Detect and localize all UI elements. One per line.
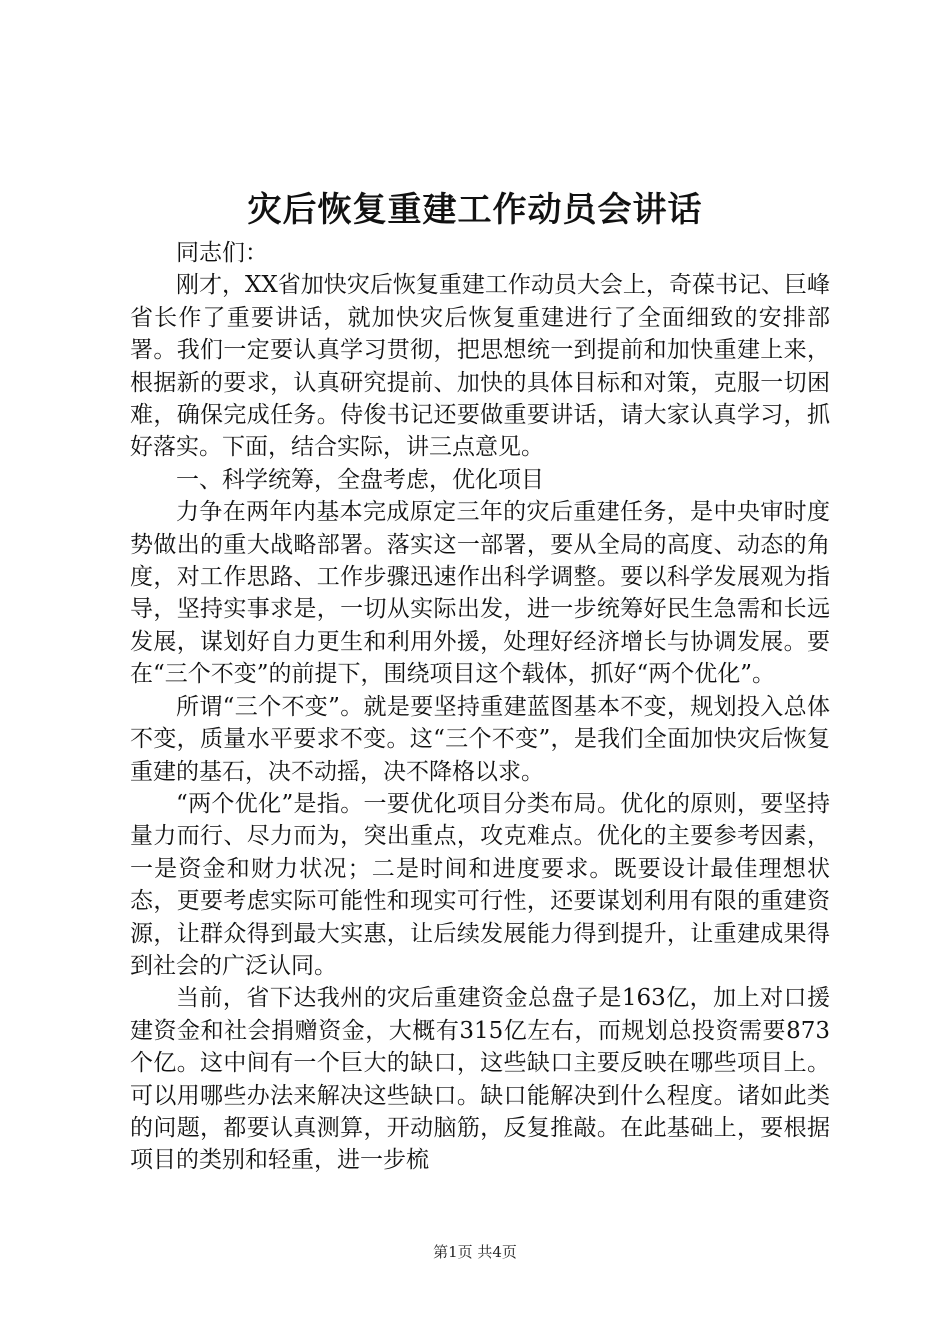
paragraph-intro: 刚才，XX省加快灾后恢复重建工作动员大会上，奇葆书记、巨峰省长作了重要讲话，就加快灾后恢复重建进行了全面细致的安排部署。我们一定要认真学习贯彻，把思想统一到提前和加快重建上来，根据新的要求，认真研究提前、加快的具体目标和对策，克服一切困难，确保完成任务。侍俊书记还要做重要讲话，请大家认真学习，抓好落实。下面，结合实际，讲三点意见。 bbox=[130, 272, 830, 461]
salutation: 同志们： bbox=[176, 240, 268, 266]
document-body bbox=[130, 237, 830, 1177]
section-heading-1: 一、科学统筹，全盘考虑，优化项目 bbox=[176, 466, 544, 493]
paragraph-two-optimizations: “两个优化”是指。一要优化项目分类布局。优化的原则，要坚持量力而行、尽力而为，突出重点，攻克难点。优化的主要参考因素，一是资金和财力状况；二是时间和进度要求。既要设计最佳理想状态，更要考虑实际可能性和现实可行性，还要谋划利用有限的重建资源，让群众得到最大实惠，让后续发展能力得到提升，让重建成果得到社会的广泛认同。 bbox=[130, 790, 830, 979]
paragraph-three-unchanged: 所谓“三个不变”。就是要坚持重建蓝图基本不变，规划投入总体不变，质量水平要求不变。这“三个不变”，是我们全面加快灾后恢复重建的基石，决不动摇，决不降格以求。 bbox=[130, 693, 830, 785]
paragraph-strategy: 力争在两年内基本完成原定三年的灾后重建任务，是中央审时度势做出的重大战略部署。落实这一部署，要从全局的高度、动态的角度，对工作思路、工作步骤迅速作出科学调整。要以科学发展观为指导，坚持实事求是，一切从实际出发，进一步统筹好民生急需和长远发展，谋划好自力更生和利用外援，处理好经济增长与协调发展。要在“三个不变”的前提下，围绕项目这个载体，抓好“两个优化”。 bbox=[130, 499, 830, 688]
paragraph-funding: 当前，省下达我州的灾后重建资金总盘子是163亿，加上对口援建资金和社会捐赠资金，大概有315亿左右，而规划总投资需要873个亿。这中间有一个巨大的缺口，这些缺口主要反映在哪些项目上。可以用哪些办法来解决这些缺口。缺口能解决到什么程度。诸如此类的问题，都要认真测算，开动脑筋，反复推敲。在此基础上，要根据项目的类别和轻重，进一步梳 bbox=[130, 985, 830, 1174]
document-title: 灾后恢复重建工作动员会讲话 bbox=[247, 190, 703, 230]
page-number-footer: 第1页 共4页 bbox=[433, 1243, 517, 1261]
